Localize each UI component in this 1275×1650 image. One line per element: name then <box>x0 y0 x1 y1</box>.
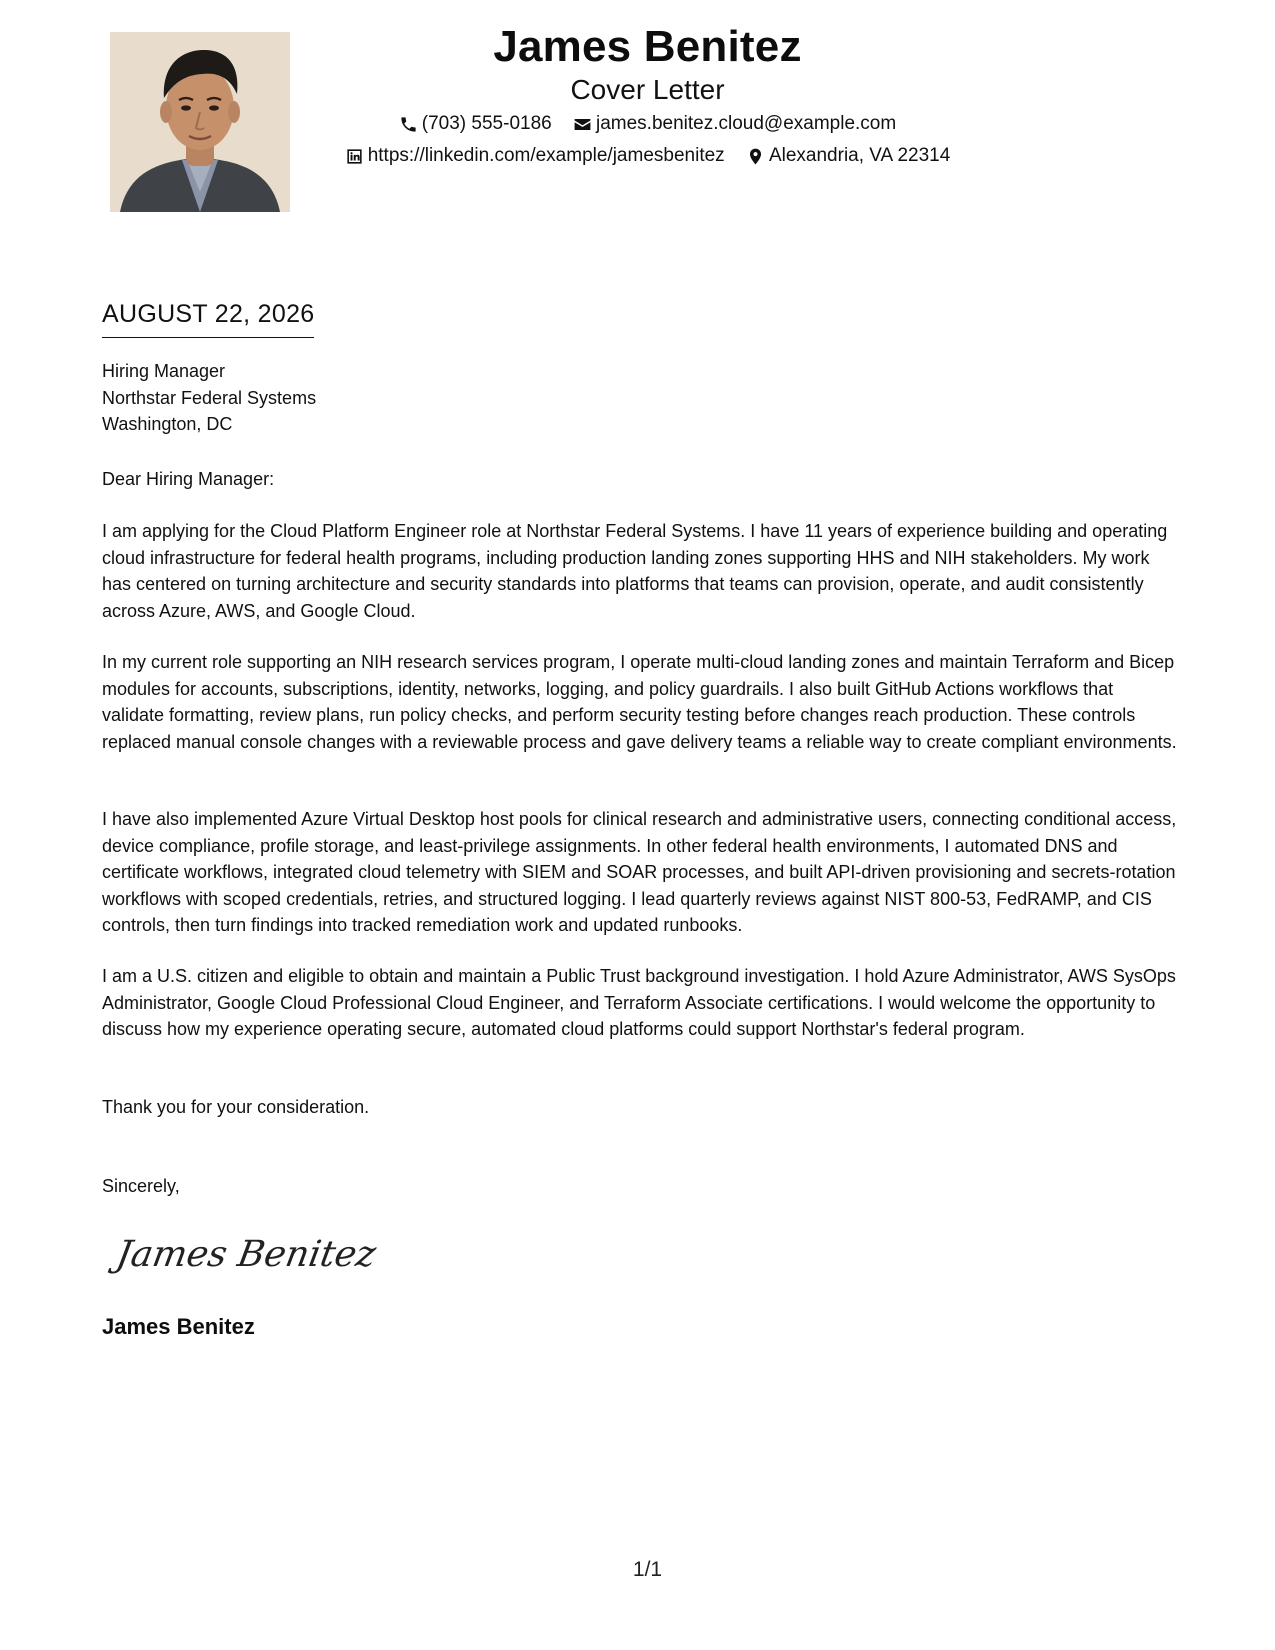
recipient-line: Washington, DC <box>102 414 233 434</box>
contact-phone[interactable] <box>399 113 552 135</box>
body-paragraph: I am a U.S. citizen and eligible to obtain and maintain a Public Trust background investigation. I hold Azure Administrator, AWS SysOps Administrator, Google Cloud Professional Cloud Engineer, and Terraform Associate certifications. I would welcome the opportunity to discuss how my experience operating secure, automated cloud platforms could support Northstar's federal program. <box>102 966 1176 1039</box>
document-subtitle: Cover Letter <box>570 74 725 105</box>
email-address: james.benitez.cloud@example.com <box>596 113 897 134</box>
location-text: Alexandria, VA 22314 <box>768 145 951 166</box>
letter-date: AUGUST 22, 2026 <box>102 300 314 338</box>
contact-line-2 <box>20 145 1275 172</box>
contact-linkedin[interactable] <box>345 145 725 167</box>
sign-off: Sincerely, <box>102 1176 180 1196</box>
recipient-block <box>102 358 1177 438</box>
map-pin-icon <box>746 147 765 166</box>
linkedin-url: https://linkedin.com/example/jamesbenitez <box>367 145 725 166</box>
contact-email[interactable] <box>573 113 896 135</box>
signature-text: James Benitez <box>113 1232 380 1275</box>
body-paragraph: I am applying for the Cloud Platform Engineer role at Northstar Federal Systems. I have 11 years of experience building and operating cloud infrastructure for federal health programs, including production landing zones supporting HHS and NIH stakeholders. My work has centered on turning architecture and security standards into platforms that teams can provision, operate, and audit consistently across Azure, AWS, and Google Cloud. <box>102 521 1168 621</box>
linkedin-icon <box>345 147 364 166</box>
closing-thanks: Thank you for your consideration. <box>102 1097 370 1117</box>
envelope-icon <box>573 115 592 134</box>
salutation: Dear Hiring Manager: <box>102 469 275 489</box>
contact-location <box>746 145 950 167</box>
handwritten-signature <box>113 1226 380 1280</box>
page-indicator: 1/1 <box>632 1558 663 1581</box>
recipient-line: Hiring Manager <box>102 361 226 381</box>
signer-name: James Benitez <box>102 1314 255 1339</box>
phone-icon <box>399 115 418 134</box>
body-paragraph: I have also implemented Azure Virtual Desktop host pools for clinical research and administrative users, connecting conditional access, device compliance, profile storage, and least-privilege assignments. In other federal health environments, I automated DNS and certificate workflows, integrated cloud telemetry with SIEM and SOAR processes, and built API-driven provisioning and secrets-rotation workflows with scoped credentials, retries, and structured logging. I lead quarterly reviews against NIST 800-53, FedRAMP, and CIS controls, then turn findings into tracked remediation work and updated runbooks. <box>102 809 1177 935</box>
phone-number: (703) 555-0186 <box>421 113 552 134</box>
applicant-name: James Benitez <box>493 22 802 71</box>
recipient-line: Northstar Federal Systems <box>102 387 317 408</box>
contact-line-1 <box>20 113 1275 140</box>
body-paragraph: In my current role supporting an NIH research services program, I operate multi-cloud landing zones and maintain Terraform and Bicep modules for accounts, subscriptions, identity, networks, logging, and policy guardrails. I also built GitHub Actions workflows that validate formatting, review plans, run policy checks, and perform security testing before changes reach production. These controls replaced manual console changes with a reviewable process and gave delivery teams a reliable way to create compliant environments. <box>102 652 1177 752</box>
